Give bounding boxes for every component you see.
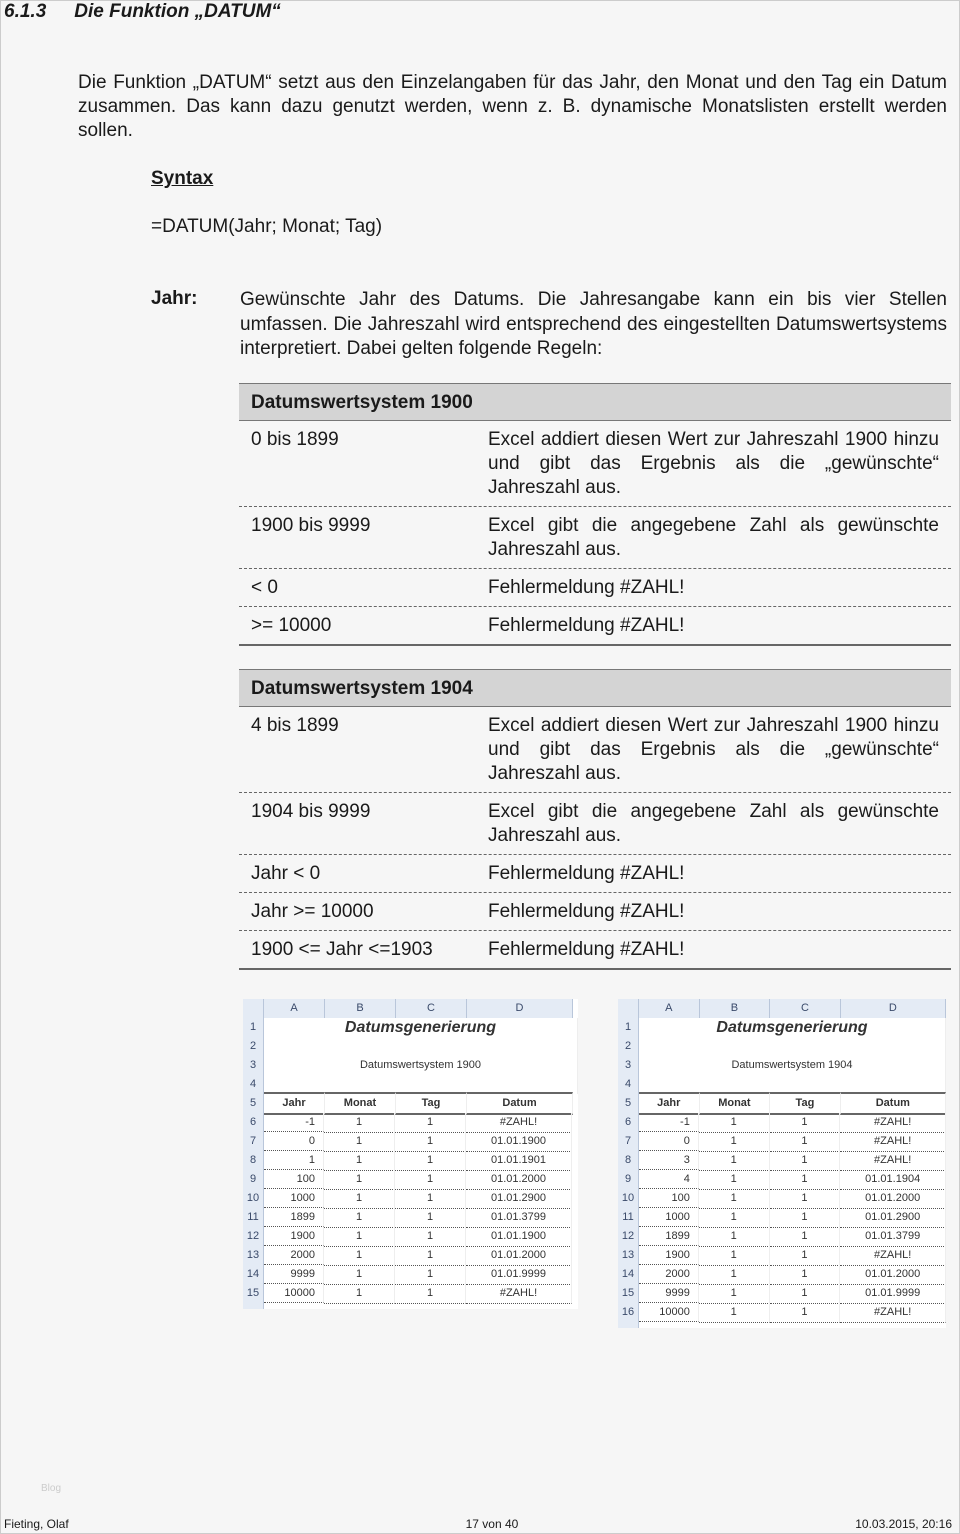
row-number: 2 [243,1037,264,1056]
condition-cell: 1904 bis 9999 [251,801,371,822]
row-number [243,999,264,1018]
sheet-cell: 1 [395,1189,466,1209]
condition-cell: 1900 bis 9999 [251,515,371,536]
sheet-cell: 3 [639,1151,699,1170]
sheet-row [243,1303,578,1309]
result-cell: Excel addiert diesen Wert zur Jahreszahl 1900 hinzu und gibt das Ergebnis als die „gewünschte“ Jahreszahl aus. [488,715,939,784]
sheet-cell: 1 [699,1265,770,1285]
column-header: B [325,999,396,1018]
row-number: 10 [243,1189,264,1208]
result-cell: Fehlermeldung #ZAHL! [488,577,685,598]
sheet-cell: 01.01.3799 [466,1208,572,1228]
column-header: A [264,999,325,1018]
sheet-cell: 01.01.2000 [840,1265,946,1285]
rules-table-1900 [239,383,951,646]
result-cell: Fehlermeldung #ZAHL! [488,863,685,884]
sheet-cell: 1 [770,1246,841,1266]
sheet-row [618,1265,946,1284]
column-header: B [700,999,771,1018]
spreadsheet-1900 [243,999,578,1309]
column-header: D [467,999,573,1018]
sheet-cell: #ZAHL! [466,1113,572,1133]
sheet-column-label: Jahr [639,1092,700,1115]
sheet-cell: 01.01.1900 [466,1227,572,1247]
sheet-cell: 1900 [639,1246,699,1265]
syntax-formula: =DATUM(Jahr; Monat; Tag) [151,216,383,237]
sheet-cell: 01.01.2000 [840,1189,946,1209]
sheet-cell: 1 [324,1170,395,1190]
sheet-cell: 9999 [264,1265,324,1284]
sheet-column-label: Tag [396,1092,467,1115]
sheet-cell: 0 [264,1132,324,1151]
section-heading [4,1,309,23]
sheet-cell: 1 [324,1284,395,1304]
sheet-cell: 01.01.1900 [466,1132,572,1152]
sheet-row [243,1170,578,1189]
sheet-cell: #ZAHL! [840,1246,946,1266]
sheet-cell: 01.01.2900 [466,1189,572,1209]
condition-cell: Jahr < 0 [251,863,321,884]
sheet-row [243,1208,578,1227]
row-number: 3 [243,1056,264,1075]
sheet-row [618,1151,946,1170]
sheet-cell: 1 [324,1113,395,1133]
sheet-cell: 1 [395,1265,466,1285]
sheet-cell: 1 [324,1151,395,1171]
sheet-cell: 1 [324,1132,395,1152]
footer-page-number: 17 von 40 [465,1517,519,1531]
sheet-cell: 1 [324,1246,395,1266]
result-cell: Fehlermeldung #ZAHL! [488,615,685,636]
sheet-cell: 1 [395,1132,466,1152]
sheet-cell: 1 [699,1113,770,1133]
table-row [239,793,951,855]
sheet-cell: 1 [770,1189,841,1209]
empty-cell [639,1037,946,1056]
sheet-row [618,1284,946,1303]
sheet-cell: 1 [699,1189,770,1209]
sheet-cell: 2000 [639,1265,699,1284]
sheet-cell: -1 [639,1113,699,1132]
sheet-column-label: Datum [467,1092,573,1115]
sheet-row [243,1151,578,1170]
syntax-label: Syntax [151,168,214,189]
sheet-cell: 1 [324,1227,395,1247]
sheet-cell: #ZAHL! [840,1151,946,1171]
table-row [239,421,951,507]
sheet-cell: 1 [395,1170,466,1190]
table-row [239,607,951,646]
row-number: 7 [243,1132,264,1151]
condition-cell: < 0 [251,577,278,598]
sheet-row [618,1170,946,1189]
sheet-cell: 1 [395,1151,466,1171]
column-header: C [770,999,841,1018]
sheet-column-label: Jahr [264,1092,325,1115]
row-number [618,1322,639,1328]
footer-author: Fieting, Olaf [4,1517,69,1531]
sheet-cell: 01.01.3799 [840,1227,946,1247]
sheet-row [618,1246,946,1265]
row-number: 11 [243,1208,264,1227]
row-number: 1 [618,1018,639,1037]
sheet-row [618,1018,946,1037]
sheet-cell: 1 [770,1208,841,1228]
jahr-label: Jahr: [151,288,198,309]
sheet-cell: 1 [699,1227,770,1247]
sheet-column-label: Monat [700,1092,771,1115]
sheet-row [243,1189,578,1208]
row-number: 1 [243,1018,264,1037]
table-header: Datumswertsystem 1904 [239,669,951,707]
row-number: 9 [618,1170,639,1189]
page-footer [4,1517,952,1531]
sheet-cell: 1 [395,1227,466,1247]
row-number: 10 [618,1189,639,1208]
row-number: 3 [618,1056,639,1075]
row-number: 5 [243,1094,264,1113]
table-row [239,893,951,931]
sheet-cell: 01.01.2000 [466,1170,572,1190]
sheet-cell: 1 [699,1246,770,1266]
sheet-row [618,1322,946,1328]
sheet-cell: 4 [639,1170,699,1189]
table-row [239,707,951,793]
section-title: Die Funktion „DATUM“ [74,1,281,22]
sheet-row [618,999,946,1018]
rules-table-1904 [239,669,951,970]
column-header: A [639,999,700,1018]
table-header: Datumswertsystem 1900 [239,383,951,421]
sheet-cell: 01.01.2000 [466,1246,572,1266]
sheet-cell: 1 [395,1113,466,1133]
row-number: 2 [618,1037,639,1056]
sheet-row [243,1265,578,1284]
jahr-description: Gewünschte Jahr des Datums. Die Jahresangabe kann ein bis vier Stellen umfassen. Die Jahreszahl wird entsprechend des eingestellten Datumswertsystems interpretiert. Dabei gelten folgende Regeln: [240,289,947,359]
row-number: 9 [243,1170,264,1189]
watermark: Blog [41,1483,62,1494]
spreadsheet-1904 [618,999,946,1328]
empty-cell [264,1037,578,1056]
sheet-cell: 1000 [639,1208,699,1227]
sheet-cell: #ZAHL! [466,1284,572,1304]
row-number: 15 [618,1284,639,1303]
sheet-cell: 1 [699,1132,770,1152]
sheet-cell: 1 [699,1208,770,1228]
sheet-title: Datumsgenerierung [264,1018,578,1037]
sheet-cell: 1 [395,1284,466,1304]
row-number: 15 [243,1284,264,1303]
sheet-row [618,1113,946,1132]
sheet-cell: 1 [699,1303,770,1323]
row-number: 12 [618,1227,639,1246]
sheet-cell: 1 [770,1265,841,1285]
column-header: C [396,999,467,1018]
row-number: 6 [618,1113,639,1132]
sheet-cell: 1 [699,1170,770,1190]
sheet-subtitle: Datumswertsystem 1900 [264,1056,578,1075]
sheet-cell: 01.01.1904 [840,1170,946,1190]
sheet-row [618,1132,946,1151]
sheet-row [243,1246,578,1265]
sheet-cell: 1 [770,1132,841,1152]
row-number [243,1303,264,1309]
sheet-cell: #ZAHL! [840,1113,946,1133]
sheet-cell: 1899 [264,1208,324,1227]
sheet-row [243,1094,578,1113]
condition-cell: 4 bis 1899 [251,715,339,736]
row-number: 4 [618,1075,639,1094]
sheet-cell: 1 [324,1208,395,1228]
section-number: 6.1.3 [4,1,47,22]
column-header: D [841,999,946,1018]
table-row [239,931,951,970]
row-number: 14 [243,1265,264,1284]
sheet-cell: 10000 [639,1303,699,1322]
sheet-row [618,1303,946,1322]
sheet-cell: 1 [770,1284,841,1304]
condition-cell: 0 bis 1899 [251,429,339,450]
sheet-cell: 1900 [264,1227,324,1246]
sheet-cell: 1 [699,1284,770,1304]
sheet-cell: 100 [639,1189,699,1208]
row-number: 8 [243,1151,264,1170]
sheet-row [618,1094,946,1113]
table-row [239,569,951,607]
row-number: 5 [618,1094,639,1113]
sheet-cell: 1 [324,1189,395,1209]
intro-paragraph: Die Funktion „DATUM“ setzt aus den Einzelangaben für das Jahr, den Monat und den Tag ein Datum zusammen. Das kann dazu genutzt werden, wenn z. B. dynamische Monatslisten erstellt werden sollen. [78,72,947,141]
sheet-row [618,1056,946,1075]
sheet-cell: #ZAHL! [840,1303,946,1323]
condition-cell: >= 10000 [251,615,332,636]
sheet-cell: 1 [770,1227,841,1247]
sheet-cell: 10000 [264,1284,324,1303]
sheet-cell: 0 [639,1132,699,1151]
sheet-cell: 1 [770,1151,841,1171]
sheet-cell: 2000 [264,1246,324,1265]
sheet-cell: 1 [770,1170,841,1190]
result-cell: Excel addiert diesen Wert zur Jahreszahl 1900 hinzu und gibt das Ergebnis als die „gewünschte“ Jahreszahl aus. [488,429,939,498]
row-number: 7 [618,1132,639,1151]
sheet-cell: 1 [699,1151,770,1171]
sheet-column-label: Datum [841,1092,946,1115]
row-number: 11 [618,1208,639,1227]
result-cell: Excel gibt die angegebene Zahl als gewünschte Jahreszahl aus. [488,801,939,846]
sheet-column-label: Tag [770,1092,841,1115]
sheet-cell: 1 [395,1246,466,1266]
result-cell: Excel gibt die angegebene Zahl als gewünschte Jahreszahl aus. [488,515,939,560]
sheet-column-label: Monat [325,1092,396,1115]
sheet-cell: 1 [770,1303,841,1323]
sheet-cell: 100 [264,1170,324,1189]
row-number: 13 [618,1246,639,1265]
sheet-cell: 01.01.9999 [466,1265,572,1285]
sheet-cell: 01.01.9999 [840,1284,946,1304]
sheet-row [243,1037,578,1056]
condition-cell: Jahr >= 10000 [251,901,374,922]
row-number: 13 [243,1246,264,1265]
row-number [618,999,639,1018]
sheet-cell: 9999 [639,1284,699,1303]
sheet-cell: 1899 [639,1227,699,1246]
row-number: 14 [618,1265,639,1284]
row-number: 16 [618,1303,639,1322]
sheet-cell: 1 [264,1151,324,1170]
sheet-title: Datumsgenerierung [639,1018,946,1037]
sheet-cell: 01.01.2900 [840,1208,946,1228]
result-cell: Fehlermeldung #ZAHL! [488,901,685,922]
sheet-cell: 1 [395,1208,466,1228]
sheet-row [618,1227,946,1246]
sheet-subtitle: Datumswertsystem 1904 [639,1056,946,1075]
row-number: 4 [243,1075,264,1094]
row-number: 6 [243,1113,264,1132]
sheet-row [243,1132,578,1151]
sheet-row [618,1208,946,1227]
sheet-row [243,1113,578,1132]
row-number: 8 [618,1151,639,1170]
sheet-row [618,1037,946,1056]
table-row [239,507,951,569]
sheet-row [243,1018,578,1037]
sheet-row [243,1056,578,1075]
footer-date: 10.03.2015, 20:16 [855,1517,952,1531]
sheet-row [243,1284,578,1303]
sheet-cell: 1 [770,1113,841,1133]
sheet-row [618,1189,946,1208]
result-cell: Fehlermeldung #ZAHL! [488,939,685,960]
sheet-cell: 1 [324,1265,395,1285]
sheet-cell: 01.01.1901 [466,1151,572,1171]
sheet-cell: 1000 [264,1189,324,1208]
sheet-cell: #ZAHL! [840,1132,946,1152]
condition-cell: 1900 <= Jahr <=1903 [251,939,433,960]
sheet-cell: -1 [264,1113,324,1132]
sheet-row [243,999,578,1018]
sheet-row [243,1227,578,1246]
table-row [239,855,951,893]
row-number: 12 [243,1227,264,1246]
